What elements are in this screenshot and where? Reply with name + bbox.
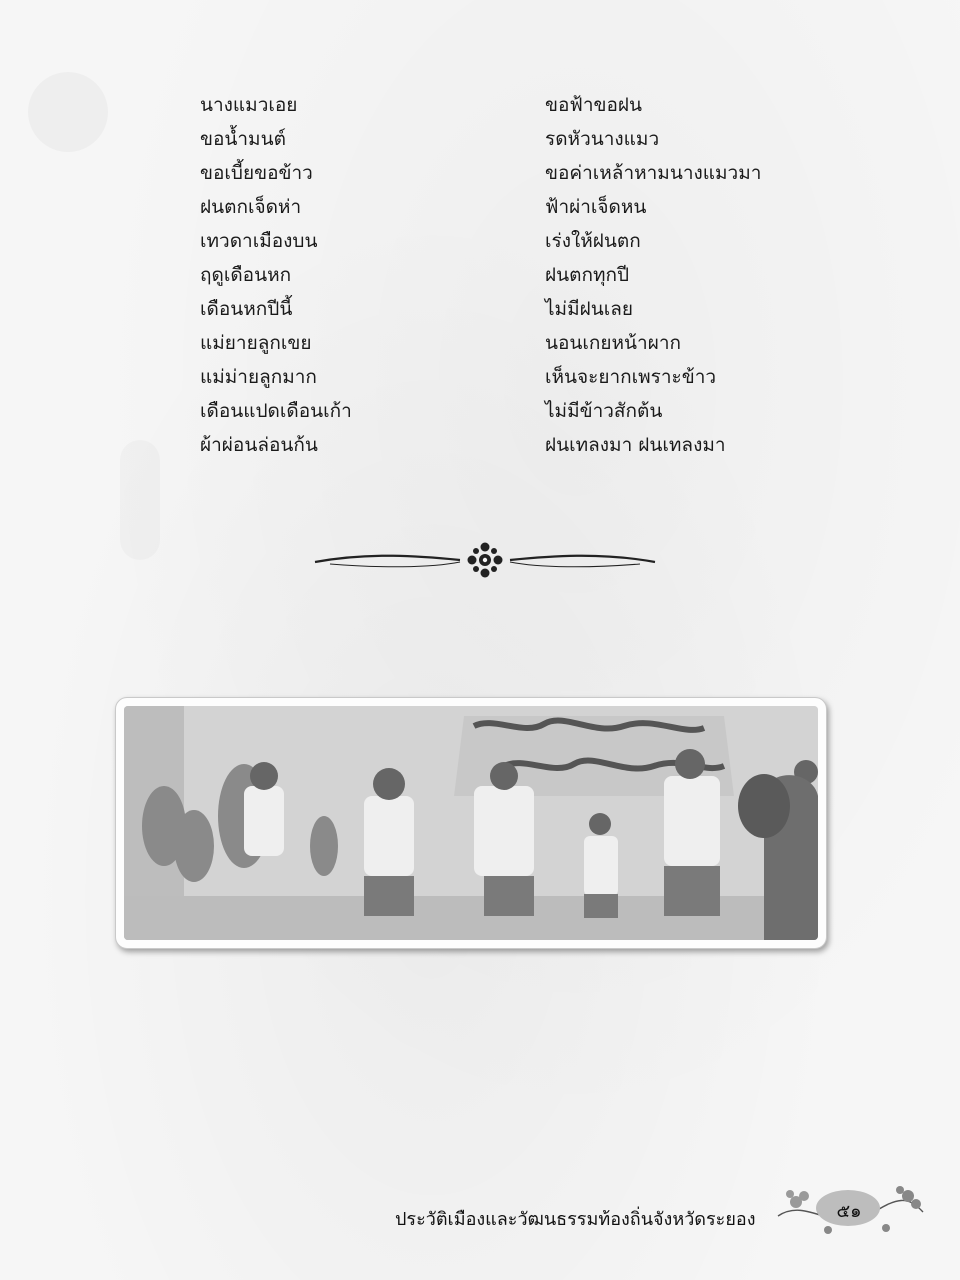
verse-line: ไม่มีข้าวสักต้น — [545, 400, 663, 422]
verse-line: เดือนหกปีนี้ — [200, 298, 293, 320]
verse-line: ขอเบี้ยขอข้าว — [200, 162, 313, 184]
verse-right-column — [545, 88, 761, 462]
verse-line: แม่ม่ายลูกมาก — [200, 366, 317, 388]
verse-line: ขอค่าเหล้าหามนางแมวมา — [545, 162, 762, 184]
verse-line: เห็นจะยากเพราะข้าว — [545, 366, 717, 388]
photo-frame — [115, 697, 827, 949]
verse-line: ขอน้ำมนต์ — [200, 128, 286, 150]
verse-line: แม่ยายลูกเขย — [200, 332, 312, 354]
page-number: ๕๑ — [836, 1201, 862, 1222]
verse-line: นอนเกยหน้าผาก — [545, 332, 682, 354]
bleed-through-mark — [28, 72, 108, 152]
verse-line: ฝนตกเจ็ดห่า — [200, 196, 302, 218]
verse-line: ผ้าผ่อนล่อนก้น — [200, 434, 318, 456]
ornamental-divider — [310, 538, 660, 582]
verse-line: ฤดูเดือนหก — [200, 264, 292, 286]
verse-left-column — [200, 88, 352, 462]
footer-book-title: ประวัติเมืองและวัฒนธรรมท้องถิ่นจังหวัดระยอง — [395, 1209, 756, 1230]
verse-line: นางแมวเอย — [200, 94, 298, 116]
verse-line: ฟ้าผ่าเจ็ดหน — [545, 196, 647, 218]
bleed-through-mark — [120, 440, 160, 560]
verse-line: ขอฟ้าขอฝน — [545, 94, 643, 116]
verse-line: เดือนแปดเดือนเก้า — [200, 400, 352, 422]
verse-line: เร่งให้ฝนตก — [545, 230, 641, 252]
verse-line: ฝนตกทุกปี — [545, 264, 630, 286]
verse-line: ไม่มีฝนเลย — [545, 298, 633, 320]
verse-line: เทวดาเมืองบน — [200, 230, 318, 252]
dance-performance-photo — [124, 706, 818, 940]
verse-line: รดหัวนางแมว — [545, 128, 660, 150]
verse-line: ฝนเทลงมา ฝนเทลงมา — [545, 434, 726, 456]
